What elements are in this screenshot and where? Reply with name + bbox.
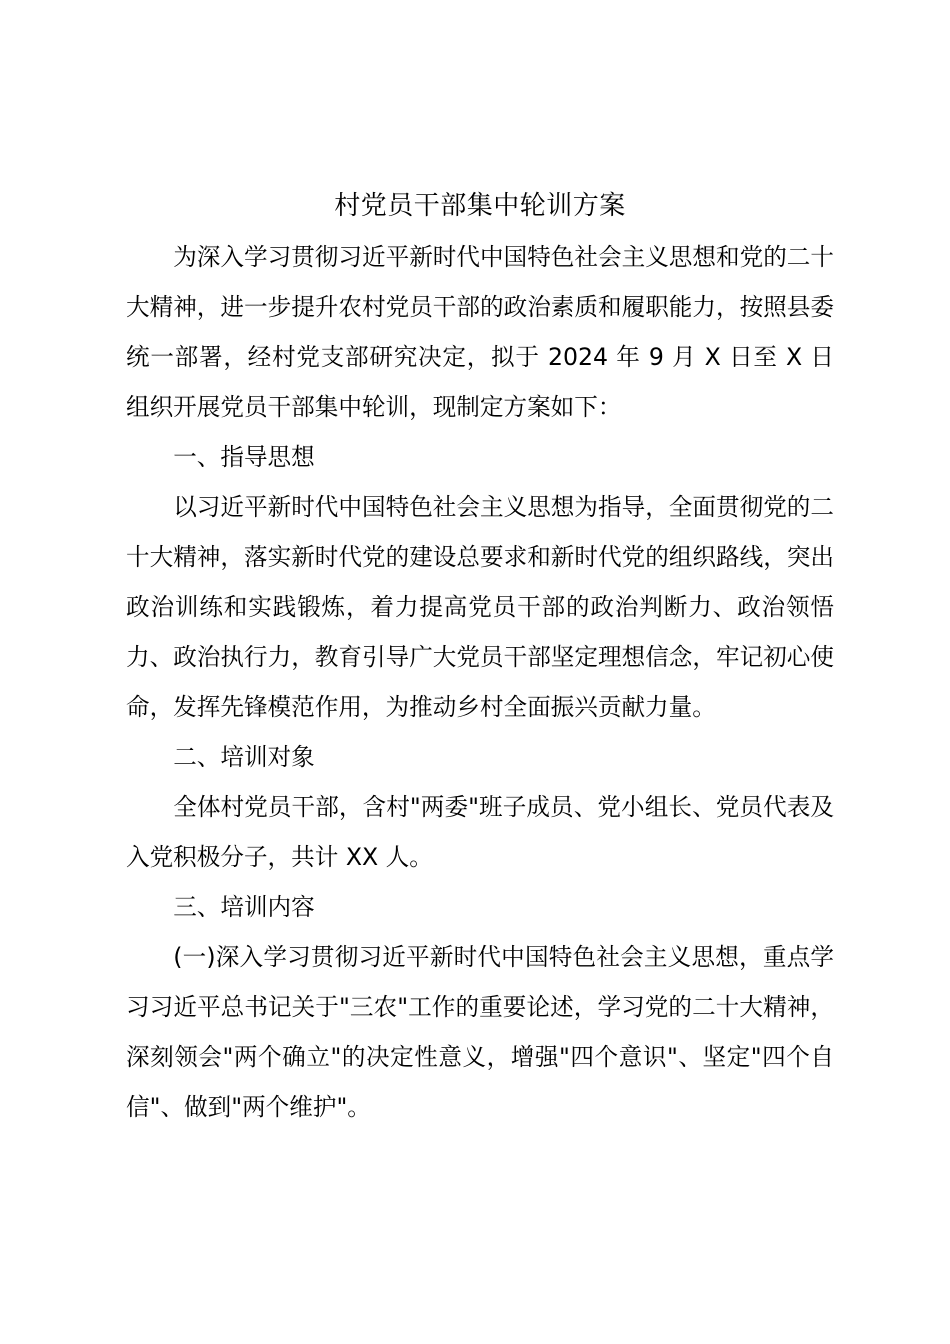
document-body: [126, 180, 834, 1132]
intro-paragraph: 为深入学习贯彻习近平新时代中国特色社会主义思想和党的二十大精神，进一步提升农村党员干部的政治素质和履职能力，按照县委统一部署，经村党支部研究决定，拟于 2024 年 9 月 X 日至 X 日组织开展党员干部集中轮训，现制定方案如下：: [126, 243, 834, 421]
section-paragraph-training-content: (一)深入学习贯彻习近平新时代中国特色社会主义思想，重点学习习近平总书记关于"三农"工作的重要论述，学习党的二十大精神，深刻领会"两个确立"的决定性意义，增强"四个意识"、坚定"四个自信"、做到"两个维护"。: [126, 943, 834, 1121]
section-heading-training-targets: 二、培训对象: [173, 743, 315, 771]
section-heading-training-content: 三、培训内容: [173, 893, 315, 921]
document-title: 村党员干部集中轮训方案: [334, 191, 626, 221]
section-paragraph-guiding-thought: 以习近平新时代中国特色社会主义思想为指导，全面贯彻党的二十大精神，落实新时代党的建设总要求和新时代党的组织路线，突出政治训练和实践锻炼，着力提高党员干部的政治判断力、政治领悟力、政治执行力，教育引导广大党员干部坚定理想信念，牢记初心使命，发挥先锋模范作用，为推动乡村全面振兴贡献力量。: [126, 493, 834, 721]
section-heading-guiding-thought: 一、指导思想: [173, 443, 315, 471]
section-paragraph-training-targets: 全体村党员干部，含村"两委"班子成员、党小组长、党员代表及入党积极分子，共计 XX 人。: [126, 793, 834, 871]
